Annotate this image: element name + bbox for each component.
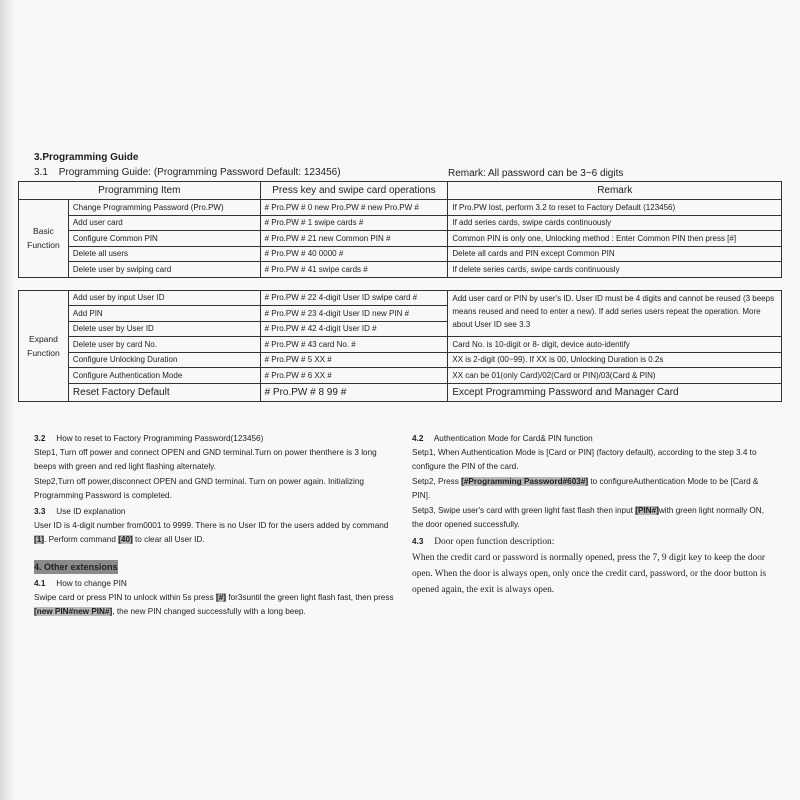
command-highlight: [#Programming Password#603#] bbox=[461, 477, 589, 486]
section-3-2-heading bbox=[34, 432, 394, 446]
section-number: 4.2 bbox=[412, 434, 424, 443]
text-run: for3suntil the green light flash fast, then press bbox=[228, 593, 394, 602]
paragraph: Setp1, When Authentication Mode is [Card or PIN] (factory default), according to the step 3.4 to configure the PIN of the card. bbox=[412, 448, 757, 471]
command-highlight: [#] bbox=[216, 593, 227, 602]
subsection-number: 3.1 bbox=[34, 167, 48, 178]
table-row bbox=[19, 200, 782, 216]
item-cell: Delete all users bbox=[68, 246, 260, 262]
right-column bbox=[412, 430, 772, 599]
text-run: , the new PIN changed successfully with a long beep. bbox=[112, 607, 306, 616]
item-cell: Change Programming Password (Pro.PW) bbox=[68, 200, 260, 216]
paragraph bbox=[34, 591, 394, 619]
item-cell: Configure Authentication Mode bbox=[68, 368, 260, 384]
key-cell: # Pro.PW # 1 swipe cards # bbox=[260, 215, 448, 231]
section-title: How to change PIN bbox=[56, 579, 127, 588]
key-cell: # Pro.PW # 8 99 # bbox=[260, 383, 448, 401]
text-run: to clear all User ID. bbox=[135, 535, 205, 544]
text-run: with green light normally ON, the door opened successfully. bbox=[412, 506, 764, 529]
page-shadow bbox=[0, 0, 14, 800]
item-cell: Add user card bbox=[68, 215, 260, 231]
section-3-3-heading bbox=[34, 505, 394, 519]
key-cell: # Pro.PW # 5 XX # bbox=[260, 352, 448, 368]
paragraph bbox=[412, 475, 772, 503]
remark-cell: Except Programming Password and Manager Card bbox=[448, 383, 782, 401]
text-run: Swipe card or press PIN to unlock within 5s press bbox=[34, 593, 214, 602]
text-run: User ID is 4-digit number from0001 to 9999. There is no User ID for the users added by command bbox=[34, 521, 389, 530]
command-highlight: [1] bbox=[34, 535, 45, 544]
paragraph: When the credit card or password is normally opened, press the 7, 9 digit key to keep the door open. When the door is always open, only once the credit card, password, or the door button is opened again, the exit is always open. bbox=[412, 553, 767, 595]
left-column bbox=[34, 430, 394, 620]
table-row bbox=[19, 215, 782, 231]
command-highlight: [new PIN#new PIN#] bbox=[34, 607, 113, 616]
section-title: How to reset to Factory Programming Password(123456) bbox=[56, 434, 264, 443]
item-cell: Reset Factory Default bbox=[68, 383, 260, 401]
table-header-row bbox=[19, 182, 782, 200]
header-operations: Press key and swipe card operations bbox=[260, 182, 448, 200]
paragraph: Step1, Turn off power and connect OPEN and GND terminal.Turn on power thenthere is 3 long beeps with green and red light flashing alternately. bbox=[34, 448, 377, 471]
table-row bbox=[19, 262, 782, 278]
section-4-2-heading bbox=[412, 432, 772, 446]
section-4-3-heading bbox=[412, 534, 772, 550]
remark-cell: XX is 2-digit (00~99). If XX is 00, Unlocking Duration is 0.2s bbox=[448, 352, 782, 368]
table-row bbox=[19, 246, 782, 262]
programming-table bbox=[18, 181, 782, 402]
table-row bbox=[19, 368, 782, 384]
command-highlight: [PIN#] bbox=[635, 506, 659, 515]
key-cell: # Pro.PW # 43 card No. # bbox=[260, 337, 448, 353]
key-cell: # Pro.PW # 40 0000 # bbox=[260, 246, 448, 262]
text-run: to configureAuthentication Mode to be [Card & PIN]. bbox=[412, 477, 759, 500]
table-row bbox=[19, 290, 782, 306]
header-remark: Remark bbox=[448, 182, 782, 200]
key-cell: # Pro.PW # 23 4-digit User ID new PIN # bbox=[260, 306, 448, 322]
key-cell: # Pro.PW # 41 swipe cards # bbox=[260, 262, 448, 278]
section-heading: 3.Programming Guide bbox=[34, 152, 139, 163]
basic-function-label: Basic Function bbox=[19, 200, 69, 278]
section-number: 4.1 bbox=[34, 579, 46, 588]
section-number: 3.3 bbox=[34, 507, 46, 516]
remark-cell: If Pro.PW lost, perform 3.2 to reset to Factory Default (123456) bbox=[448, 200, 782, 216]
extensions-heading: 4. Other extensions bbox=[34, 562, 118, 572]
expand-function-label: Expand Function bbox=[19, 290, 69, 401]
remark-cell: If add series cards, swipe cards continuously bbox=[448, 215, 782, 231]
merged-remark-cell: Add user card or PIN by user's ID. User ID must be 4 digits and cannot be reused (3 beeps means reused and need to enter a new). If add series users repeat the operation. More about User ID see 3.3 bbox=[448, 290, 782, 337]
table-row bbox=[19, 231, 782, 247]
item-cell: Delete user by User ID bbox=[68, 321, 260, 337]
item-cell: Delete user by card No. bbox=[68, 337, 260, 353]
header-item: Programming Item bbox=[19, 182, 261, 200]
command-highlight: [40] bbox=[118, 535, 133, 544]
key-cell: # Pro.PW # 6 XX # bbox=[260, 368, 448, 384]
text-run: . Perform command bbox=[44, 535, 116, 544]
text-run: Setp2, Press bbox=[412, 477, 459, 486]
remark-cell: Common PIN is only one, Unlocking method : Enter Common PIN then press [#] bbox=[448, 231, 782, 247]
table-spacer bbox=[19, 277, 782, 290]
subsection-text: Programming Guide: (Programming Password Default: 123456) bbox=[58, 167, 341, 178]
item-cell: Add PIN bbox=[68, 306, 260, 322]
remark-cell: If delete series cards, swipe cards continuously bbox=[448, 262, 782, 278]
section-title: Use ID explanation bbox=[56, 507, 126, 516]
key-cell: # Pro.PW # 42 4-digit User ID # bbox=[260, 321, 448, 337]
paragraph bbox=[412, 504, 772, 532]
table-row bbox=[19, 337, 782, 353]
remark-cell: Delete all cards and PIN except Common PIN bbox=[448, 246, 782, 262]
remark-cell: XX can be 01(only Card)/02(Card or PIN)/03(Card & PIN) bbox=[448, 368, 782, 384]
paragraph: Step2,Turn off power,disconnect OPEN and GND terminal. Turn on power again. Initializing Programming Password is completed. bbox=[34, 477, 364, 500]
item-cell: Configure Common PIN bbox=[68, 231, 260, 247]
password-remark: Remark: All password can be 3~6 digits bbox=[448, 168, 624, 179]
text-run: Setp3, Swipe user's card with green light fast flash then input bbox=[412, 506, 633, 515]
section-number: 3.2 bbox=[34, 434, 46, 443]
key-cell: # Pro.PW # 22 4-digit User ID swipe card # bbox=[260, 290, 448, 306]
item-cell: Delete user by swiping card bbox=[68, 262, 260, 278]
item-cell: Add user by input User ID bbox=[68, 290, 260, 306]
table-row bbox=[19, 383, 782, 401]
section-title: Authentication Mode for Card& PIN function bbox=[433, 434, 593, 443]
subsection-title bbox=[34, 167, 341, 178]
paragraph bbox=[34, 519, 394, 547]
item-cell: Configure Unlocking Duration bbox=[68, 352, 260, 368]
section-number: 4.3 bbox=[412, 537, 424, 546]
section-4-1-heading bbox=[34, 577, 394, 591]
key-cell: # Pro.PW # 21 new Common PIN # bbox=[260, 231, 448, 247]
key-cell: # Pro.PW # 0 new Pro.PW # new Pro.PW # bbox=[260, 200, 448, 216]
remark-cell: Card No. is 10-digit or 8- digit, device auto-identify bbox=[448, 337, 782, 353]
section-title: Door open function description: bbox=[434, 537, 555, 547]
table-row bbox=[19, 352, 782, 368]
